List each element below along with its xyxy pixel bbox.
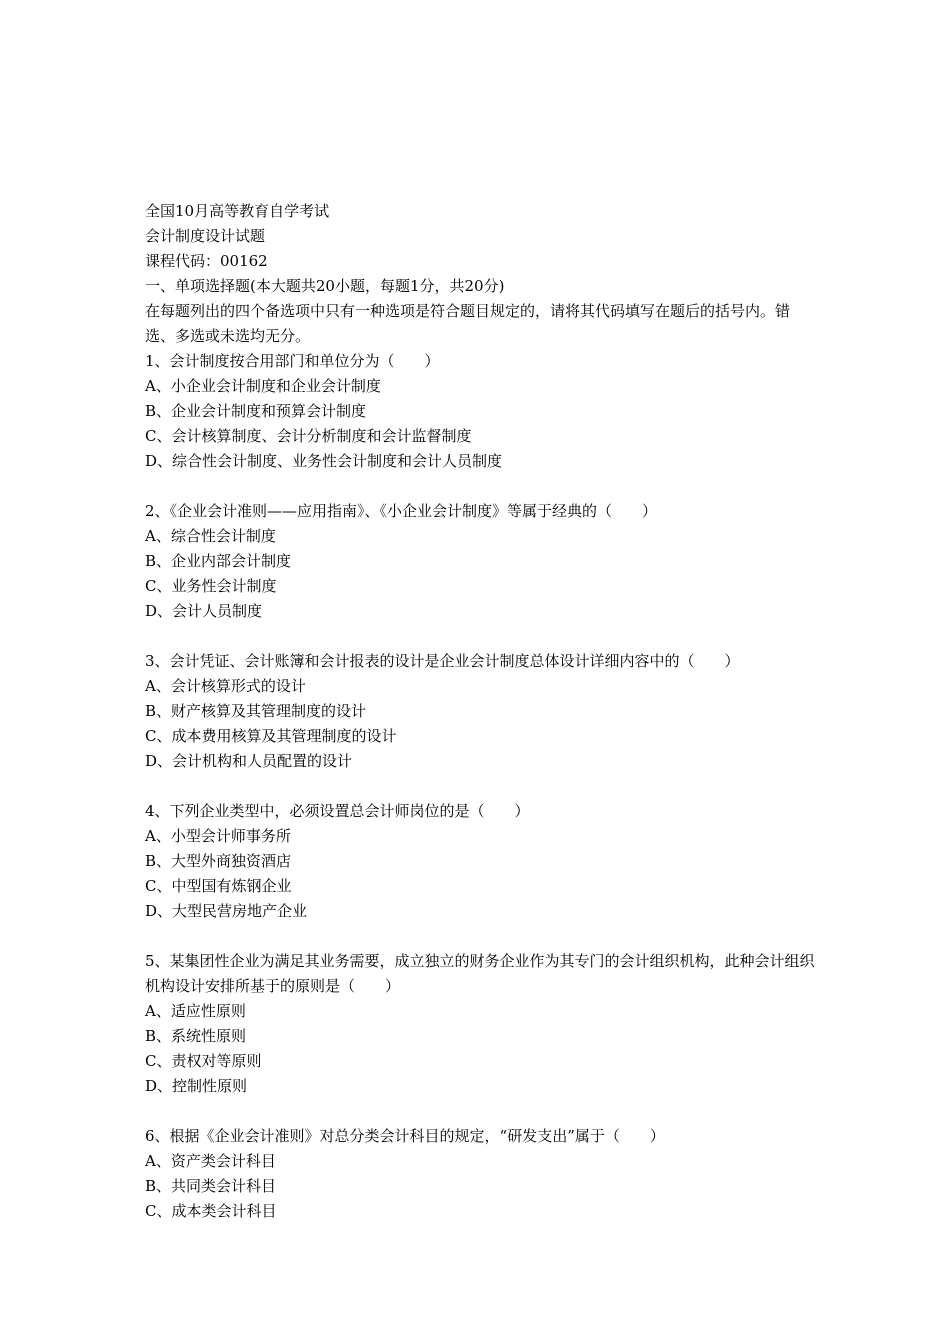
option-c: C、成本类会计科目 [145, 1202, 277, 1220]
option-a: A、综合性会计制度 [145, 527, 276, 545]
option-b: B、财产核算及其管理制度的设计 [145, 702, 367, 720]
spacer [145, 1099, 815, 1124]
subject-title: 会计制度设计试题 [145, 227, 266, 245]
exam-page [145, 199, 815, 1224]
option-b: B、共同类会计科目 [145, 1177, 277, 1195]
question-stem: 3、会计凭证、会计账簿和会计报表的设计是企业会计制度总体设计详细内容中的（ ） [145, 652, 740, 670]
question-4 [145, 799, 815, 924]
option-d: D、控制性原则 [145, 1077, 248, 1095]
option-a: A、会计核算形式的设计 [145, 677, 306, 695]
option-c: C、会计核算制度、会计分析制度和会计监督制度 [145, 427, 472, 445]
section-heading: 一、单项选择题(本大题共20小题，每题1分，共20分) [145, 277, 505, 295]
spacer [145, 924, 815, 949]
question-stem: 2、《企业会计准则——应用指南》、《小企业会计制度》等属于经典的（ ） [145, 502, 658, 520]
option-c: C、成本费用核算及其管理制度的设计 [145, 727, 397, 745]
option-d: D、大型民营房地产企业 [145, 902, 308, 920]
question-3 [145, 649, 815, 774]
spacer [145, 624, 815, 649]
section-instruction: 在每题列出的四个备选项中只有一种选项是符合题目规定的，请将其代码填写在题后的括号内。错选、多选或未选均无分。 [145, 302, 791, 345]
option-c: C、责权对等原则 [145, 1052, 262, 1070]
question-1 [145, 349, 815, 474]
option-a: A、小企业会计制度和企业会计制度 [145, 377, 381, 395]
option-b: B、企业内部会计制度 [145, 552, 292, 570]
spacer [145, 474, 815, 499]
spacer [145, 774, 815, 799]
exam-title: 全国10月高等教育自学考试 [145, 202, 330, 220]
option-c: C、业务性会计制度 [145, 577, 277, 595]
option-c: C、中型国有炼钢企业 [145, 877, 292, 895]
question-6 [145, 1124, 815, 1224]
course-code: 课程代码：00162 [145, 252, 268, 270]
question-stem: 5、某集团性企业为满足其业务需要，成立独立的财务企业作为其专门的会计组织机构，此种会计组织机构设计安排所基于的原则是（ ） [145, 952, 815, 995]
option-a: A、资产类会计科目 [145, 1152, 276, 1170]
question-stem: 1、会计制度按合用部门和单位分为（ ） [145, 352, 440, 370]
question-stem: 4、下列企业类型中，必须设置总会计师岗位的是（ ） [145, 802, 530, 820]
option-b: B、企业会计制度和预算会计制度 [145, 402, 367, 420]
option-b: B、大型外商独资酒店 [145, 852, 292, 870]
question-5 [145, 949, 815, 1099]
option-a: A、小型会计师事务所 [145, 827, 291, 845]
option-d: D、综合性会计制度、业务性会计制度和会计人员制度 [145, 452, 503, 470]
option-d: D、会计机构和人员配置的设计 [145, 752, 353, 770]
option-d: D、会计人员制度 [145, 602, 263, 620]
question-stem: 6、根据《企业会计准则》对总分类会计科目的规定，“研发支出”属于（ ） [145, 1127, 665, 1145]
option-a: A、适应性原则 [145, 1002, 246, 1020]
question-2 [145, 499, 815, 624]
option-b: B、系统性原则 [145, 1027, 247, 1045]
